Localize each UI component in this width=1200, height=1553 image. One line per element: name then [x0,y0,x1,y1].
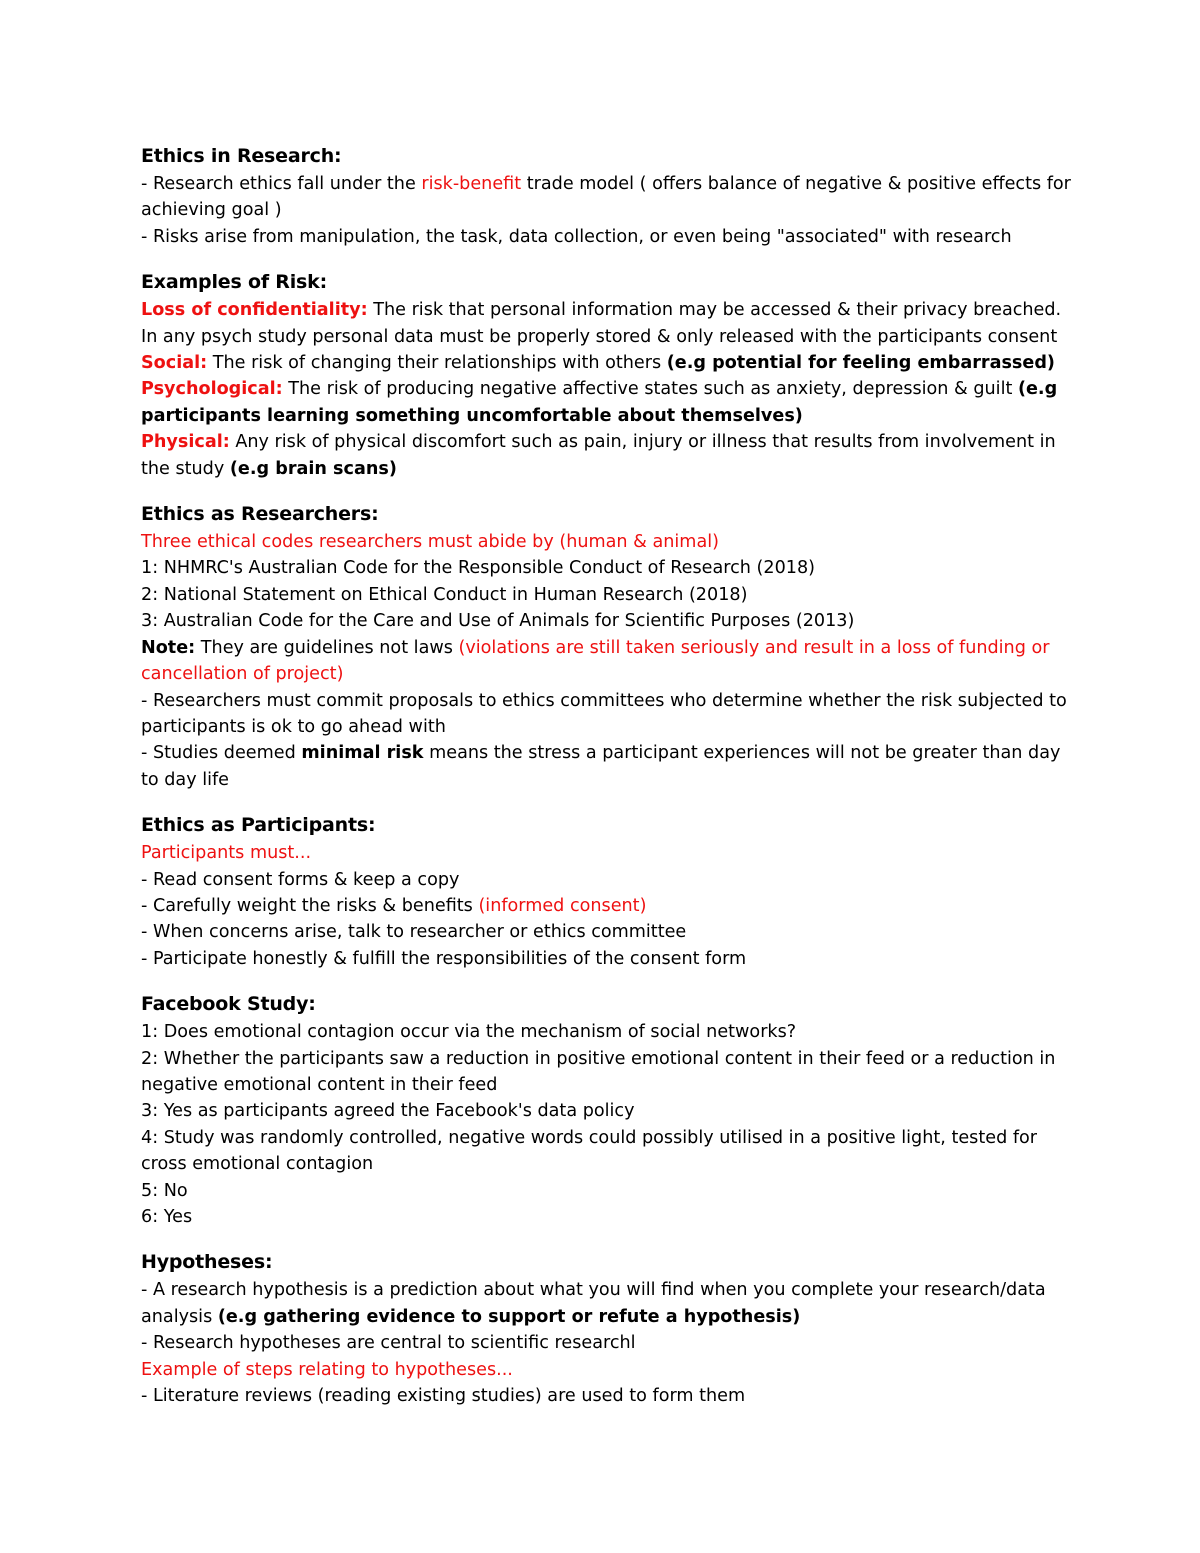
section [141,810,1071,972]
text-line [141,1383,1071,1409]
text-run: (e.g brain scans) [229,458,397,479]
text-run: Social: [141,353,208,374]
text-line [141,529,1071,555]
text-line [141,635,1071,688]
text-line [141,1357,1071,1383]
text-run: (e.g gathering evidence to support or refute a hypothesis) [217,1306,801,1327]
text-run: 1: Does emotional contagion occur via the mechanism of social networks? [141,1022,797,1043]
section-heading: Hypotheses: [141,1251,273,1274]
text-run: Note: [141,637,196,658]
text-line [141,1178,1071,1204]
text-line [141,1098,1071,1124]
text-line [141,840,1071,866]
text-line [141,1019,1071,1045]
text-run: Loss of confidentiality: [141,300,368,321]
section [141,1247,1071,1409]
text-line [141,376,1071,429]
text-run: - When concerns arise, talk to researcher or ethics committee [141,922,687,943]
text-run: (violations are still taken seriously and result in a loss of funding or cancellation of project) [141,637,1050,685]
text-line [141,740,1071,793]
text-run: (e.g potential for feeling embarrassed) [666,353,1055,374]
text-line [141,893,1071,919]
section-heading: Ethics in Research: [141,145,342,167]
text-run: Physical: [141,432,230,453]
section [141,499,1071,793]
text-run: means the stress a participant experiences will not be greater than day to day life [141,743,1061,790]
text-run: 2: National Statement on Ethical Conduct in Human Research (2018) [141,584,748,605]
section [141,141,1071,250]
section-heading: Facebook Study: [141,993,316,1016]
text-line [141,582,1071,608]
text-run: Psychological: [141,379,283,400]
text-run: risk-benefit [421,174,522,194]
text-line [141,946,1071,972]
text-line [141,350,1071,376]
text-run: (e.g participants learning something uncomfortable about themselves) [141,379,1058,426]
text-line [141,555,1071,581]
text-run: - Participate honestly & fulfill the responsibilities of the consent form [141,948,747,969]
text-run: (informed consent) [478,895,647,916]
text-run: Participants must... [141,843,312,864]
document-page [141,141,1071,1409]
text-run: 5: No [141,1180,188,1201]
text-run: trade model ( offers balance of negative & positive effects for achieving goal ) [141,174,1071,221]
text-line [141,688,1071,741]
text-run: minimal risk [301,743,424,764]
text-run: 3: Australian Code for the Care and Use of Animals for Scientific Purposes (2013) [141,611,855,632]
text-line [141,1204,1071,1230]
text-run: Example of steps relating to hypotheses... [141,1359,513,1380]
text-run: - Researchers must commit proposals to ethics committees who determine whether the risk subjected to participants is ok to go ahead with [141,690,1067,737]
text-run: They are guidelines not laws [195,637,459,658]
text-run: 4: Study was randomly controlled, negative words could possibly utilised in a positive light, tested for cross emotional contagion [141,1127,1038,1175]
text-line [141,1277,1071,1330]
text-run: - Risks arise from manipulation, the task, data collection, or even being "associated" with research [141,226,1012,247]
text-line [141,1125,1071,1178]
text-run: 3: Yes as participants agreed the Facebook's data policy [141,1101,635,1122]
text-run: - Literature reviews (reading existing studies) are used to form them [141,1386,746,1407]
section [141,267,1071,482]
section-heading: Examples of Risk: [141,271,327,294]
text-run: Any risk of physical discomfort such as pain, injury or illness that results from involvement in the study [141,432,1056,479]
text-run: - Read consent forms & keep a copy [141,869,460,890]
text-run: Three ethical codes researchers must abide by (human & animal) [141,532,719,553]
section [141,989,1071,1230]
text-line [141,1330,1071,1356]
text-run: 2: Whether the participants saw a reduction in positive emotional content in their feed or a reduction in negative emotional content in their feed [141,1048,1056,1095]
text-run: 6: Yes [141,1207,193,1227]
text-run: - Studies deemed [141,743,302,764]
text-run: The risk of changing their relationships with others [207,353,667,374]
text-run: - A research hypothesis is a prediction about what you will find when you complete your research/data analysis [141,1280,1046,1327]
text-line [141,608,1071,634]
section-heading: Ethics as Researchers: [141,503,379,526]
text-line [141,171,1071,224]
text-run: - Carefully weight the risks & benefits [141,895,479,916]
text-line [141,867,1071,893]
section-heading: Ethics as Participants: [141,814,376,837]
text-line [141,297,1071,350]
text-run: The risk that personal information may be accessed & their privacy breached. In any psych study personal data must be properly stored & only released with the participants consent [141,300,1062,347]
text-run: - Research ethics fall under the [141,174,422,194]
text-line [141,919,1071,945]
text-line [141,1046,1071,1099]
text-run: The risk of producing negative affective states such as anxiety, depression & guilt [282,379,1018,400]
text-line [141,429,1071,482]
text-run: 1: NHMRC's Australian Code for the Responsible Conduct of Research (2018) [141,558,816,579]
text-line [141,224,1071,250]
text-run: - Research hypotheses are central to scientific researchl [141,1333,636,1354]
